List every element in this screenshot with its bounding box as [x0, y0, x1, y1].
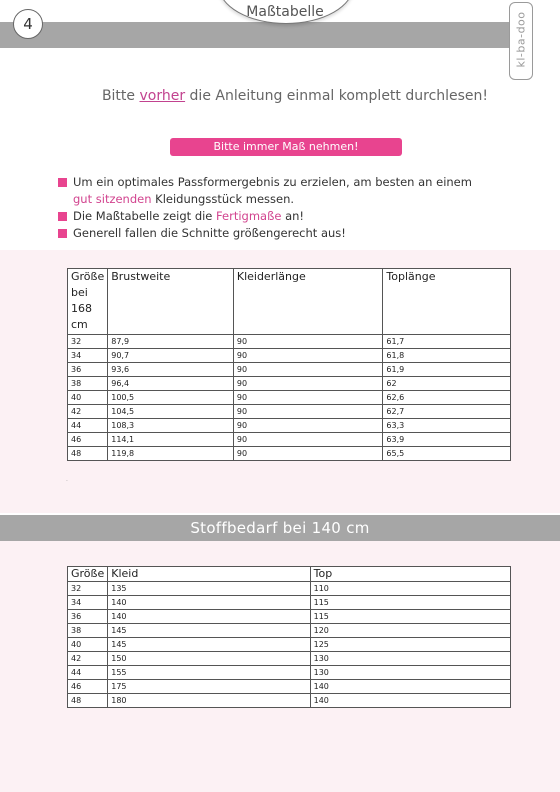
table-row: [68, 596, 511, 610]
table-cell: 93,6: [108, 363, 234, 377]
table-cell: 140: [310, 680, 510, 694]
header-dress-length: Kleiderlänge: [233, 269, 383, 335]
brand-logo: [509, 2, 533, 80]
table-row: [68, 377, 511, 391]
table-row: [68, 363, 511, 377]
size-table-header: [68, 269, 511, 335]
table-cell: 130: [310, 652, 510, 666]
table-cell: 65,5: [383, 447, 511, 461]
table-cell: 90: [233, 447, 383, 461]
table-cell: 38: [68, 377, 108, 391]
table-row: [68, 624, 511, 638]
table-cell: 62,6: [383, 391, 511, 405]
header-top-length: Toplänge: [383, 269, 511, 335]
table-cell: 40: [68, 638, 108, 652]
table-cell: 110: [310, 582, 510, 596]
table-row: [68, 419, 511, 433]
table-cell: 145: [108, 638, 310, 652]
hint-item-finished-sizes: Die Maßtabelle zeigt die Fertigmaße an!: [58, 208, 478, 225]
fabric-section-title: Stoffbedarf bei 140 cm: [0, 515, 560, 541]
fabric-table: [67, 566, 511, 708]
table-cell: 38: [68, 624, 108, 638]
table-cell: 48: [68, 694, 108, 708]
table-cell: 62: [383, 377, 511, 391]
table-cell: 46: [68, 433, 108, 447]
table-cell: 180: [108, 694, 310, 708]
table-cell: 145: [108, 624, 310, 638]
table-cell: 100,5: [108, 391, 234, 405]
measure-reminder-banner: Bitte immer Maß nehmen!: [170, 138, 402, 156]
fabric-table-header: [68, 567, 511, 582]
table-cell: 135: [108, 582, 310, 596]
table-cell: 90,7: [108, 349, 234, 363]
table-cell: 40: [68, 391, 108, 405]
table-row: [68, 694, 511, 708]
table-cell: 90: [233, 349, 383, 363]
table-cell: 90: [233, 405, 383, 419]
table-cell: 36: [68, 610, 108, 624]
read-prefix: Bitte: [101, 88, 140, 104]
table-cell: 114,1: [108, 433, 234, 447]
read-highlight: vorher: [139, 88, 186, 104]
table-cell: 63,9: [383, 433, 511, 447]
table-cell: 120: [310, 624, 510, 638]
table-row: [68, 405, 511, 419]
table-cell: 61,8: [383, 349, 511, 363]
table-cell: 46: [68, 680, 108, 694]
table-row: [68, 680, 511, 694]
table-cell: 42: [68, 652, 108, 666]
table-cell: 61,7: [383, 335, 511, 349]
header-dress: Kleid: [108, 567, 310, 582]
table-row: [68, 638, 511, 652]
table-cell: 90: [233, 377, 383, 391]
table-cell: 32: [68, 582, 108, 596]
table-row: [68, 652, 511, 666]
table-cell: 96,4: [108, 377, 234, 391]
table-cell: 115: [310, 596, 510, 610]
table-cell: 44: [68, 419, 108, 433]
table-cell: 140: [310, 694, 510, 708]
table-cell: 36: [68, 363, 108, 377]
table-cell: 140: [108, 596, 310, 610]
hint-item-fit: Um ein optimales Passformergebnis zu erzielen, am besten an einem gut sitzenden Kleidungsstück messen.: [58, 174, 478, 208]
table-cell: 32: [68, 335, 108, 349]
table-row: [68, 447, 511, 461]
hint-item-true-to-size: Generell fallen die Schnitte größengerecht aus!: [58, 225, 478, 242]
table-cell: 108,3: [108, 419, 234, 433]
table-row: [68, 610, 511, 624]
table-row: [68, 335, 511, 349]
table-cell: 90: [233, 433, 383, 447]
table-row: [68, 349, 511, 363]
table-row: [68, 391, 511, 405]
table-cell: 125: [310, 638, 510, 652]
header-chest: Brustweite: [108, 269, 234, 335]
table-cell: 115: [310, 610, 510, 624]
table-cell: 130: [310, 666, 510, 680]
table-cell: 150: [108, 652, 310, 666]
brand-logo-text: kl-ba-doo: [514, 11, 528, 68]
header-size: Größe: [68, 567, 108, 582]
read-instructions-note: [0, 88, 560, 104]
table-row: [68, 433, 511, 447]
table-cell: 34: [68, 596, 108, 610]
table-cell: 90: [233, 391, 383, 405]
table-cell: 90: [233, 335, 383, 349]
table-cell: 42: [68, 405, 108, 419]
size-table: [67, 268, 511, 461]
table-row: [68, 666, 511, 680]
table-cell: 90: [233, 419, 383, 433]
header-top: Top: [310, 567, 510, 582]
table-cell: 44: [68, 666, 108, 680]
table-cell: 61,9: [383, 363, 511, 377]
table-row: [68, 582, 511, 596]
hint-list: [58, 174, 478, 242]
table-cell: 90: [233, 363, 383, 377]
table-cell: 119,8: [108, 447, 234, 461]
table-cell: 104,5: [108, 405, 234, 419]
table-cell: 87,9: [108, 335, 234, 349]
table-cell: 175: [108, 680, 310, 694]
table-cell: 155: [108, 666, 310, 680]
stray-mark: ·: [66, 478, 68, 485]
header-bar: [0, 22, 510, 48]
read-suffix: die Anleitung einmal komplett durchlesen!: [185, 88, 489, 104]
table-cell: 140: [108, 610, 310, 624]
table-cell: 62,7: [383, 405, 511, 419]
table-cell: 48: [68, 447, 108, 461]
page-title: Maßtabelle: [246, 4, 324, 20]
table-cell: 34: [68, 349, 108, 363]
table-cell: 63,3: [383, 419, 511, 433]
header-size: Größe bei 168 cm: [68, 269, 108, 335]
page-number: 4: [13, 9, 43, 39]
